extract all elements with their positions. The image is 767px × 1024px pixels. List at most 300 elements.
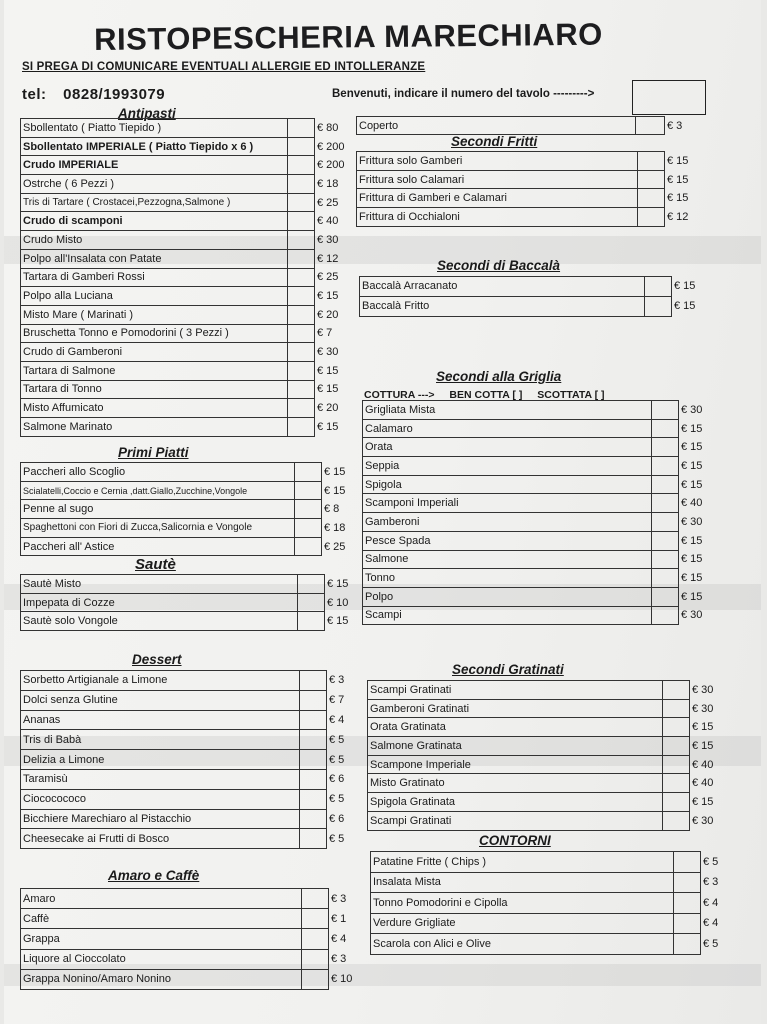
gratinati-item-name: Spigola Gratinata: [368, 793, 663, 812]
griglia-item-price: € 40: [681, 497, 703, 510]
cottura-label: COTTURA --->: [364, 389, 435, 401]
fritti-row: [357, 189, 689, 208]
contorni-quantity-box[interactable]: [674, 852, 701, 873]
contorni-quantity-box[interactable]: [674, 934, 701, 955]
contorni-item-price: € 5: [703, 937, 719, 950]
antipasti-item-price: € 30: [317, 233, 339, 246]
antipasti-quantity-box[interactable]: [288, 175, 315, 194]
primi-title: Primi Piatti: [118, 445, 189, 460]
antipasti-quantity-box[interactable]: [288, 343, 315, 362]
antipasti-row: [21, 268, 346, 287]
antipasti-quantity-box[interactable]: [288, 361, 315, 380]
dessert-item-name: Taramisù: [21, 769, 300, 789]
primi-quantity-box[interactable]: [295, 481, 322, 500]
antipasti-item-price: € 200: [317, 140, 345, 153]
antipasti-quantity-box[interactable]: [288, 231, 315, 250]
primi-row: [21, 481, 346, 500]
amaro-item-price: € 10: [331, 973, 353, 986]
restaurant-title: RISTOPESCHERIA MARECHIARO: [94, 16, 603, 57]
primi-quantity-box[interactable]: [295, 537, 322, 556]
gratinati-quantity-box[interactable]: [663, 737, 690, 756]
fritti-item-name: Frittura solo Gamberi: [357, 152, 638, 171]
griglia-quantity-box[interactable]: [652, 401, 679, 420]
griglia-row: [363, 494, 703, 513]
contorni-item-name: Verdure Grigliate: [371, 913, 674, 934]
contorni-quantity-box[interactable]: [674, 913, 701, 934]
antipasti-item-price: € 15: [317, 383, 339, 396]
amaro-row: [21, 909, 353, 929]
gratinati-title: Secondi Gratinati: [452, 662, 564, 677]
antipasti-item-name: Misto Affumicato: [21, 399, 288, 418]
saute-item-name: Sautè Misto: [21, 575, 298, 594]
amaro-item-name: Grappa: [21, 929, 302, 949]
baccala-title: Secondi di Baccalà: [437, 258, 561, 273]
fritti-quantity-box[interactable]: [638, 208, 665, 227]
antipasti-item-name: Tartara di Tonno: [21, 380, 288, 399]
griglia-item-price: € 30: [681, 515, 703, 528]
contorni-quantity-box[interactable]: [674, 893, 701, 914]
griglia-row: [363, 587, 703, 606]
contorni-row: [371, 893, 719, 914]
fritti-item-name: Frittura solo Calamari: [357, 170, 638, 189]
antipasti-item-name: Sbollentato ( Piatto Tiepido ): [21, 119, 288, 138]
primi-item-price: € 18: [324, 521, 346, 534]
antipasti-item-price: € 15: [317, 290, 339, 303]
antipasti-row: [21, 343, 346, 362]
antipasti-item-price: € 18: [317, 177, 339, 190]
antipasti-item-name: Salmone Marinato: [21, 418, 288, 437]
saute-item-price: € 10: [327, 596, 349, 609]
gratinati-item-price: € 15: [692, 739, 714, 752]
dessert-row: [21, 829, 345, 849]
griglia-item-price: € 15: [681, 590, 703, 603]
coperto-quantity-box[interactable]: [636, 117, 665, 135]
primi-row: [21, 500, 346, 519]
griglia-item-name: Scampi: [363, 606, 652, 625]
amaro-quantity-box[interactable]: [302, 949, 329, 969]
antipasti-title: Antipasti: [118, 106, 176, 121]
antipasti-item-price: € 20: [317, 402, 339, 415]
gratinati-item-name: Scampi Gratinati: [368, 681, 663, 700]
saute-row: [21, 612, 349, 631]
griglia-table: [362, 400, 703, 625]
primi-quantity-box[interactable]: [295, 500, 322, 519]
antipasti-row: [21, 156, 346, 175]
amaro-row: [21, 949, 353, 969]
dessert-item-price: € 5: [329, 832, 345, 845]
griglia-item-name: Scamponi Imperiali: [363, 494, 652, 513]
gratinati-quantity-box[interactable]: [663, 681, 690, 700]
fritti-item-price: € 15: [667, 192, 689, 205]
antipasti-quantity-box[interactable]: [288, 380, 315, 399]
contorni-row: [371, 913, 719, 934]
baccala-item-price: € 15: [674, 300, 696, 313]
dessert-item-name: Tris di Babà: [21, 730, 300, 750]
antipasti-quantity-box[interactable]: [288, 268, 315, 287]
antipasti-item-name: Misto Mare ( Marinati ): [21, 305, 288, 324]
griglia-item-price: € 15: [681, 553, 703, 566]
dessert-quantity-box[interactable]: [300, 809, 327, 829]
antipasti-item-price: € 80: [317, 121, 339, 134]
gratinati-quantity-box[interactable]: [663, 774, 690, 793]
griglia-item-name: Orata: [363, 438, 652, 457]
primi-item-name: Penne al sugo: [21, 500, 295, 519]
griglia-item-name: Seppia: [363, 457, 652, 476]
dessert-item-price: € 7: [329, 694, 345, 707]
antipasti-row: [21, 287, 346, 306]
baccala-quantity-box[interactable]: [645, 296, 672, 316]
baccala-table: [359, 276, 696, 317]
dessert-row: [21, 730, 345, 750]
griglia-item-name: Grigliata Mista: [363, 401, 652, 420]
griglia-quantity-box[interactable]: [652, 457, 679, 476]
antipasti-quantity-box[interactable]: [288, 193, 315, 212]
griglia-quantity-box[interactable]: [652, 531, 679, 550]
fritti-row: [357, 170, 689, 189]
dessert-title: Dessert: [132, 652, 182, 667]
baccala-quantity-box[interactable]: [645, 277, 672, 297]
griglia-item-name: Polpo: [363, 587, 652, 606]
griglia-quantity-box[interactable]: [652, 438, 679, 457]
baccala-row: [360, 296, 696, 316]
antipasti-item-price: € 30: [317, 346, 339, 359]
fritti-title: Secondi Fritti: [451, 134, 538, 149]
gratinati-item-name: Orata Gratinata: [368, 718, 663, 737]
gratinati-item-price: € 40: [692, 777, 714, 790]
griglia-item-price: € 15: [681, 534, 703, 547]
dessert-item-price: € 6: [329, 812, 345, 825]
dessert-row: [21, 690, 345, 710]
fritti-item-price: € 15: [667, 173, 689, 186]
contorni-row: [371, 872, 719, 893]
saute-quantity-box[interactable]: [298, 612, 325, 631]
gratinati-row: [368, 793, 714, 812]
antipasti-item-name: Tartara di Gamberi Rossi: [21, 268, 288, 287]
antipasti-item-name: Crudo Misto: [21, 231, 288, 250]
primi-item-price: € 15: [324, 465, 346, 478]
amaro-item-name: Caffè: [21, 909, 302, 929]
dessert-item-name: Bicchiere Marechiaro al Pistacchio: [21, 809, 300, 829]
contorni-quantity-box[interactable]: [674, 872, 701, 893]
saute-item-name: Sautè solo Vongole: [21, 612, 298, 631]
contorni-item-name: Tonno Pomodorini e Cipolla: [371, 893, 674, 914]
antipasti-row: [21, 380, 346, 399]
dessert-row: [21, 789, 345, 809]
allergy-notice: SI PREGA DI COMUNICARE EVENTUALI ALLERGIE ED INTOLLERANZE: [22, 61, 426, 73]
dessert-row: [21, 750, 345, 770]
dessert-row: [21, 769, 345, 789]
dessert-item-price: € 4: [329, 713, 345, 726]
saute-title: Sautè: [135, 556, 176, 573]
gratinati-row: [368, 718, 714, 737]
amaro-row: [21, 929, 353, 949]
dessert-item-name: Cheesecake ai Frutti di Bosco: [21, 829, 300, 849]
amaro-quantity-box[interactable]: [302, 969, 329, 989]
fritti-item-name: Frittura di Gamberi e Calamari: [357, 189, 638, 208]
antipasti-quantity-box[interactable]: [288, 156, 315, 175]
coperto-price: € 3: [667, 119, 683, 132]
griglia-item-price: € 30: [681, 403, 703, 416]
antipasti-row: [21, 231, 346, 250]
gratinati-item-price: € 15: [692, 795, 714, 808]
gratinati-quantity-box[interactable]: [663, 718, 690, 737]
gratinati-item-name: Misto Gratinato: [368, 774, 663, 793]
gratinati-quantity-box[interactable]: [663, 699, 690, 718]
dessert-item-name: Dolci senza Glutine: [21, 690, 300, 710]
antipasti-item-price: € 25: [317, 271, 339, 284]
amaro-row: [21, 969, 353, 989]
antipasti-quantity-box[interactable]: [288, 399, 315, 418]
antipasti-quantity-box[interactable]: [288, 305, 315, 324]
primi-item-price: € 15: [324, 484, 346, 497]
griglia-row: [363, 531, 703, 550]
contorni-item-price: € 5: [703, 855, 719, 868]
fritti-quantity-box[interactable]: [638, 170, 665, 189]
amaro-item-name: Amaro: [21, 889, 302, 909]
saute-row: [21, 575, 349, 594]
dessert-quantity-box[interactable]: [300, 730, 327, 750]
dessert-item-name: Ananas: [21, 710, 300, 730]
antipasti-item-price: € 40: [317, 215, 339, 228]
ben-cotta-checkbox[interactable]: BEN COTTA [ ]: [449, 389, 523, 401]
gratinati-item-name: Scampi Gratinati: [368, 811, 663, 830]
gratinati-item-price: € 30: [692, 814, 714, 827]
contorni-item-name: Patatine Fritte ( Chips ): [371, 852, 674, 873]
fritti-row: [357, 152, 689, 171]
contorni-table: [370, 851, 719, 955]
griglia-item-price: € 30: [681, 609, 703, 622]
griglia-item-name: Tonno: [363, 569, 652, 588]
dessert-item-name: Ciococococo: [21, 789, 300, 809]
griglia-row: [363, 438, 703, 457]
coperto-row: [357, 117, 683, 135]
amaro-item-price: € 4: [331, 932, 347, 945]
amaro-title: Amaro e Caffè: [108, 868, 200, 883]
gratinati-quantity-box[interactable]: [663, 793, 690, 812]
antipasti-quantity-box[interactable]: [288, 287, 315, 306]
antipasti-quantity-box[interactable]: [288, 119, 315, 138]
table-number-box[interactable]: [632, 80, 706, 115]
contorni-item-name: Scarola con Alici e Olive: [371, 934, 674, 955]
griglia-quantity-box[interactable]: [652, 606, 679, 625]
antipasti-item-price: € 15: [317, 364, 339, 377]
primi-item-name: Scialatelli,Coccio e Cernia ,datt.Giallo,Zucchine,Vongole: [21, 481, 295, 500]
primi-item-price: € 25: [324, 540, 346, 553]
fritti-quantity-box[interactable]: [638, 189, 665, 208]
antipasti-item-name: Crudo di Gamberoni: [21, 343, 288, 362]
griglia-item-price: € 15: [681, 478, 703, 491]
antipasti-quantity-box[interactable]: [288, 324, 315, 343]
dessert-row: [21, 671, 345, 691]
antipasti-row: [21, 305, 346, 324]
griglia-item-price: € 15: [681, 459, 703, 472]
gratinati-row: [368, 755, 714, 774]
gratinati-item-name: Salmone Gratinata: [368, 737, 663, 756]
griglia-item-price: € 15: [681, 422, 703, 435]
antipasti-item-name: Sbollentato IMPERIALE ( Piatto Tiepido x 6 ): [21, 137, 288, 156]
gratinati-quantity-box[interactable]: [663, 755, 690, 774]
griglia-quantity-box[interactable]: [652, 419, 679, 438]
antipasti-row: [21, 193, 346, 212]
dessert-item-price: € 3: [329, 674, 345, 687]
dessert-quantity-box[interactable]: [300, 769, 327, 789]
griglia-quantity-box[interactable]: [652, 513, 679, 532]
dessert-item-name: Delizia a Limone: [21, 750, 300, 770]
griglia-item-name: Salmone: [363, 550, 652, 569]
fritti-item-name: Frittura di Occhialoni: [357, 208, 638, 227]
contorni-item-price: € 4: [703, 917, 719, 930]
primi-quantity-box[interactable]: [295, 463, 322, 482]
phone-label: tel:: [22, 86, 47, 103]
phone-number: 0828/1993079: [63, 86, 166, 103]
griglia-quantity-box[interactable]: [652, 550, 679, 569]
contorni-row: [371, 934, 719, 955]
dessert-item-price: € 5: [329, 753, 345, 766]
antipasti-quantity-box[interactable]: [288, 418, 315, 437]
gratinati-table: [367, 680, 714, 831]
gratinati-item-name: Gamberoni Gratinati: [368, 699, 663, 718]
griglia-row: [363, 419, 703, 438]
baccala-item-name: Baccalà Fritto: [360, 296, 645, 316]
fritti-item-price: € 12: [667, 210, 689, 223]
gratinati-item-price: € 15: [692, 721, 714, 734]
primi-item-name: Paccheri all' Astice: [21, 537, 295, 556]
griglia-item-price: € 15: [681, 572, 703, 585]
antipasti-item-price: € 12: [317, 252, 339, 265]
gratinati-row: [368, 811, 714, 830]
griglia-row: [363, 606, 703, 625]
saute-item-name: Impepata di Cozze: [21, 593, 298, 612]
fritti-item-price: € 15: [667, 154, 689, 167]
dessert-table: [20, 670, 345, 849]
phone-line: [22, 86, 165, 103]
gratinati-row: [368, 681, 714, 700]
antipasti-quantity-box[interactable]: [288, 212, 315, 231]
antipasti-quantity-box[interactable]: [288, 249, 315, 268]
antipasti-row: [21, 119, 346, 138]
dessert-item-price: € 5: [329, 733, 345, 746]
amaro-item-price: € 3: [331, 892, 347, 905]
griglia-quantity-box[interactable]: [652, 475, 679, 494]
primi-item-name: Paccheri allo Scoglio: [21, 463, 295, 482]
griglia-item-name: Pesce Spada: [363, 531, 652, 550]
primi-item-name: Spaghettoni con Fiori di Zucca,Salicornia e Vongole: [21, 519, 295, 538]
menu-sheet: [4, 0, 761, 1024]
antipasti-item-name: Tartara di Salmone: [21, 361, 288, 380]
griglia-row: [363, 550, 703, 569]
antipasti-row: [21, 249, 346, 268]
dessert-quantity-box[interactable]: [300, 690, 327, 710]
antipasti-item-price: € 15: [317, 420, 339, 433]
amaro-quantity-box[interactable]: [302, 889, 329, 909]
antipasti-row: [21, 361, 346, 380]
antipasti-item-price: € 200: [317, 159, 345, 172]
dessert-quantity-box[interactable]: [300, 829, 327, 849]
dessert-quantity-box[interactable]: [300, 710, 327, 730]
primi-row: [21, 537, 346, 556]
contorni-item-price: € 4: [703, 896, 719, 909]
amaro-quantity-box[interactable]: [302, 909, 329, 929]
griglia-row: [363, 457, 703, 476]
gratinati-item-price: € 30: [692, 683, 714, 696]
primi-quantity-box[interactable]: [295, 519, 322, 538]
antipasti-row: [21, 137, 346, 156]
amaro-table: [20, 888, 353, 990]
primi-row: [21, 519, 346, 538]
saute-item-price: € 15: [327, 577, 349, 590]
coperto-table: [356, 116, 682, 135]
griglia-title: Secondi alla Griglia: [436, 369, 562, 384]
primi-item-price: € 8: [324, 503, 340, 516]
amaro-quantity-box[interactable]: [302, 929, 329, 949]
dessert-quantity-box[interactable]: [300, 750, 327, 770]
table-number-prompt: Benvenuti, indicare il numero del tavolo --------->: [332, 88, 595, 100]
griglia-row: [363, 475, 703, 494]
contorni-title: CONTORNI: [479, 833, 551, 848]
antipasti-item-name: Crudo di scamponi: [21, 212, 288, 231]
saute-quantity-box[interactable]: [298, 575, 325, 594]
gratinati-quantity-box[interactable]: [663, 811, 690, 830]
saute-row: [21, 593, 349, 612]
antipasti-item-price: € 7: [317, 327, 333, 340]
antipasti-item-name: Ostrche ( 6 Pezzi ): [21, 175, 288, 194]
dessert-quantity-box[interactable]: [300, 789, 327, 809]
dessert-item-name: Sorbetto Artigianale a Limone: [21, 671, 300, 691]
saute-table: [20, 574, 349, 631]
baccala-item-name: Baccalà Arracanato: [360, 277, 645, 297]
baccala-row: [360, 277, 696, 297]
baccala-item-price: € 15: [674, 280, 696, 293]
antipasti-row: [21, 399, 346, 418]
fritti-quantity-box[interactable]: [638, 152, 665, 171]
gratinati-item-price: € 40: [692, 758, 714, 771]
antipasti-item-name: Crudo IMPERIALE: [21, 156, 288, 175]
contorni-item-name: Insalata Mista: [371, 872, 674, 893]
antipasti-item-name: Polpo alla Luciana: [21, 287, 288, 306]
dessert-quantity-box[interactable]: [300, 671, 327, 691]
antipasti-quantity-box[interactable]: [288, 137, 315, 156]
antipasti-row: [21, 212, 346, 231]
antipasti-item-price: € 25: [317, 196, 339, 209]
antipasti-item-name: Bruschetta Tonno e Pomodorini ( 3 Pezzi ): [21, 324, 288, 343]
scottata-checkbox[interactable]: SCOTTATA [ ]: [537, 389, 605, 401]
antipasti-row: [21, 175, 346, 194]
saute-quantity-box[interactable]: [298, 593, 325, 612]
contorni-item-price: € 3: [703, 876, 719, 889]
griglia-item-price: € 15: [681, 441, 703, 454]
dessert-item-price: € 5: [329, 793, 345, 806]
antipasti-item-name: Tris di Tartare ( Crostacei,Pezzogna,Salmone ): [21, 193, 288, 212]
griglia-quantity-box[interactable]: [652, 494, 679, 513]
griglia-item-name: Spigola: [363, 475, 652, 494]
amaro-item-price: € 3: [331, 953, 347, 966]
griglia-quantity-box[interactable]: [652, 587, 679, 606]
gratinati-item-price: € 30: [692, 702, 714, 715]
griglia-item-name: Gamberoni: [363, 513, 652, 532]
griglia-quantity-box[interactable]: [652, 569, 679, 588]
primi-row: [21, 463, 346, 482]
contorni-row: [371, 852, 719, 873]
gratinati-row: [368, 699, 714, 718]
griglia-row: [363, 513, 703, 532]
antipasti-row: [21, 324, 346, 343]
antipasti-item-name: Polpo all'Insalata con Patate: [21, 249, 288, 268]
antipasti-item-price: € 20: [317, 308, 339, 321]
amaro-item-name: Grappa Nonino/Amaro Nonino: [21, 969, 302, 989]
griglia-row: [363, 401, 703, 420]
dessert-item-price: € 6: [329, 773, 345, 786]
gratinati-item-name: Scampone Imperiale: [368, 755, 663, 774]
